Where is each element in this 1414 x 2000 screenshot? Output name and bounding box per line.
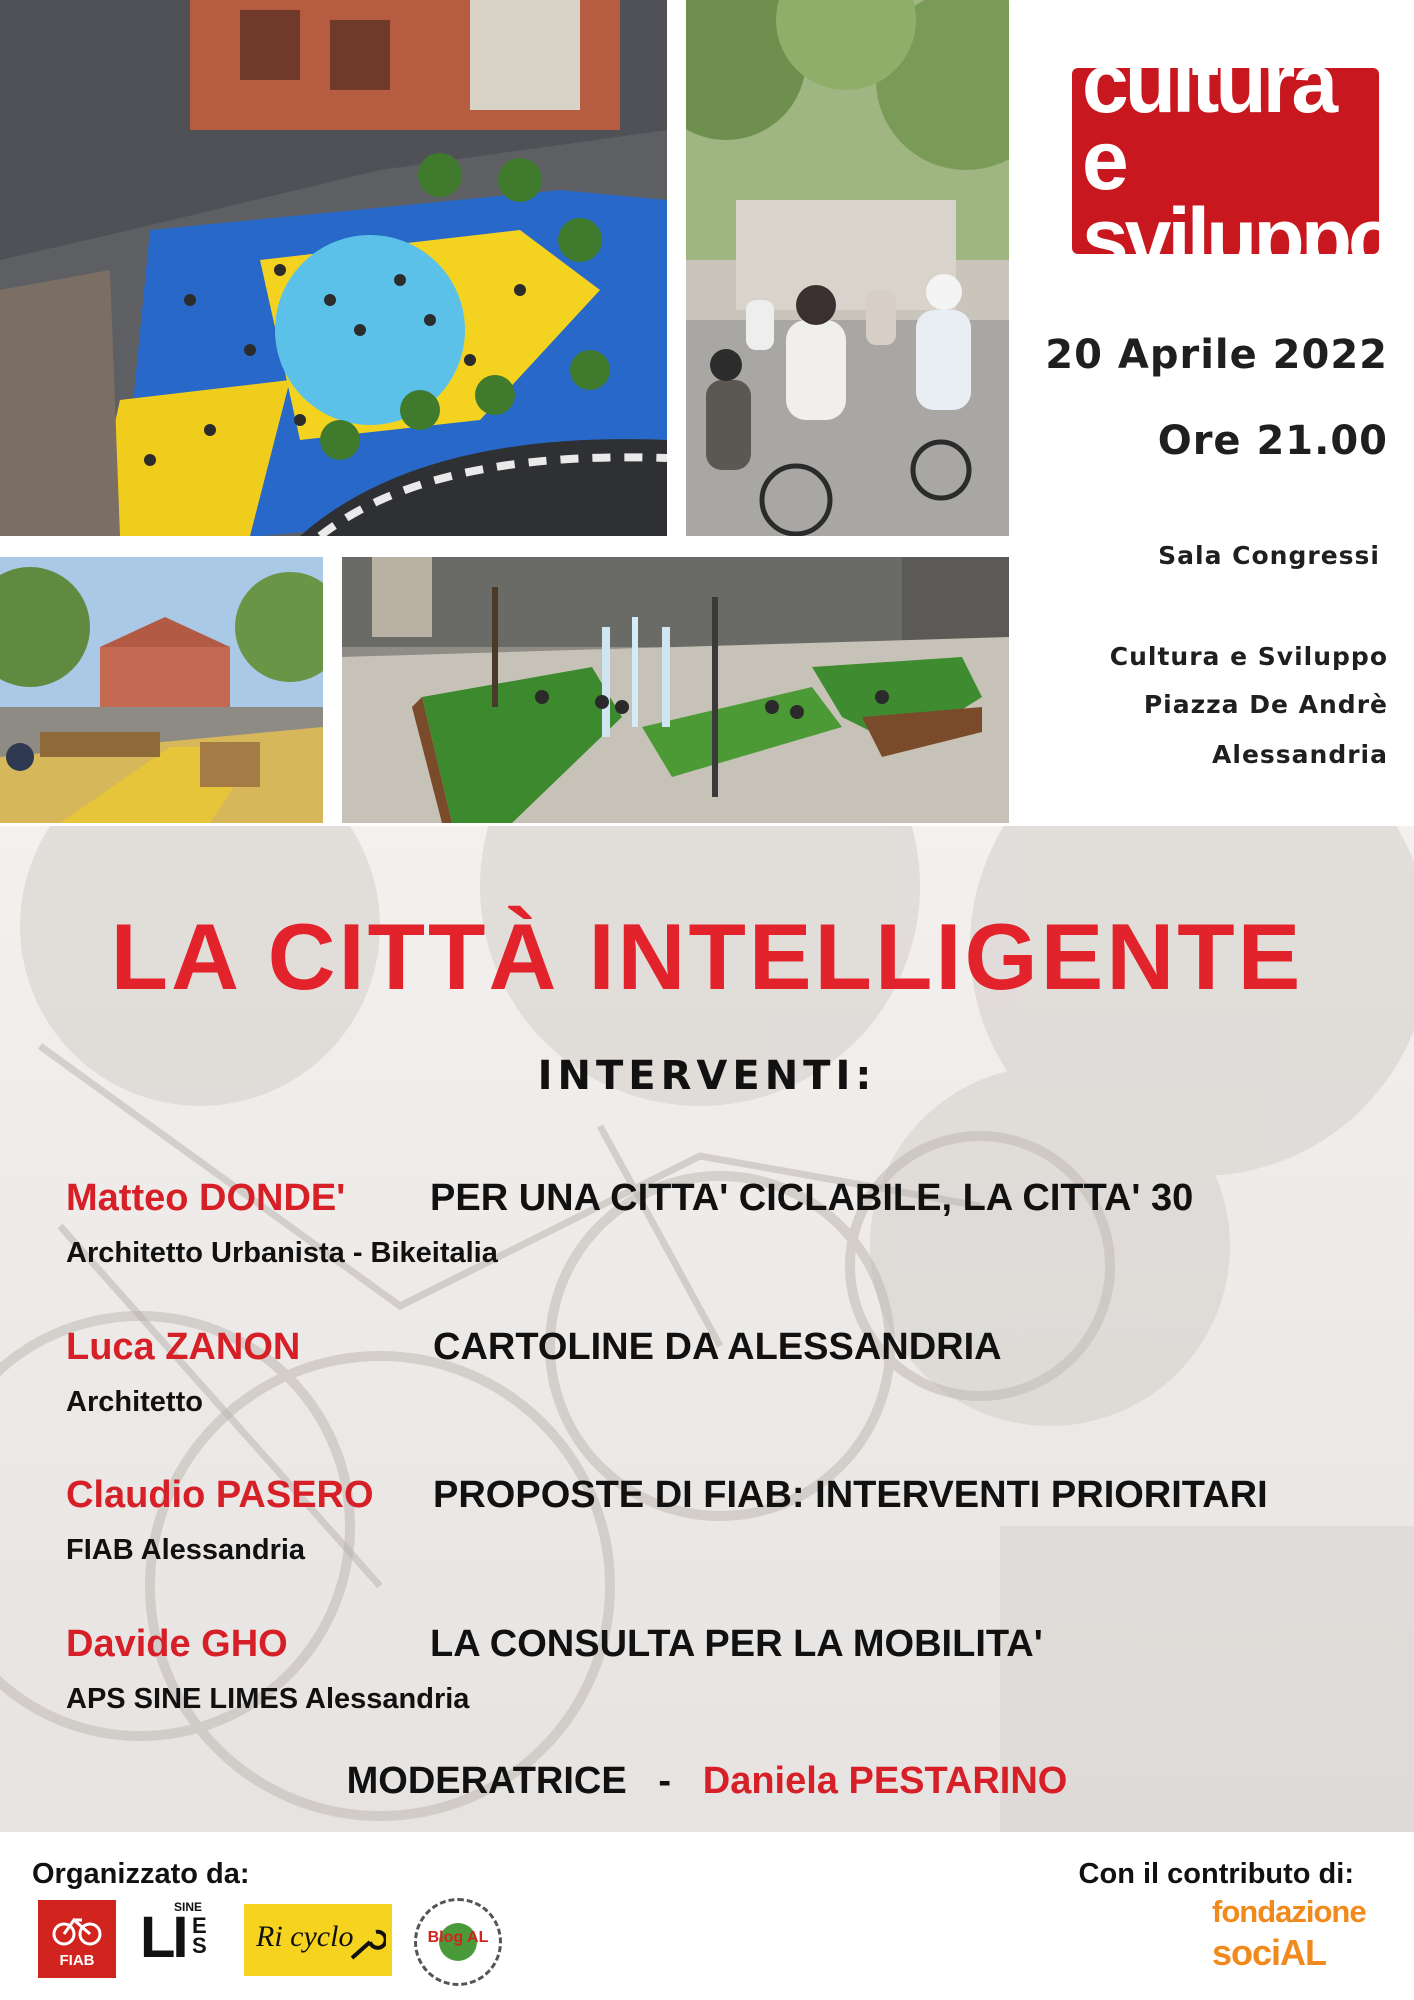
event-address: Piazza De Andrè	[1143, 690, 1388, 719]
speaker-name: Luca ZANON	[66, 1326, 301, 1368]
event-time: Ore 21.00	[1157, 418, 1388, 464]
moderator-separator: -	[658, 1760, 672, 1802]
speaker-name: Davide GHO	[66, 1623, 288, 1665]
interventi-heading: INTERVENTI:	[537, 1053, 877, 1099]
blog-al-logo	[414, 1898, 502, 1986]
sine-limes-top: SINE	[174, 1900, 203, 1914]
photo-market-square	[0, 557, 323, 823]
speaker-role: Architetto	[66, 1386, 203, 1418]
speaker-topic: LA CONSULTA PER LA MOBILITA'	[430, 1623, 1043, 1665]
speaker-role: FIAB Alessandria	[66, 1534, 306, 1566]
blog-al-text: Blog AL	[427, 1929, 489, 1946]
event-title: LA CITTÀ INTELLIGENTE	[110, 904, 1304, 1009]
event-venue: Cultura e Sviluppo	[1109, 642, 1388, 671]
speaker-topic: PROPOSTE DI FIAB: INTERVENTI PRIORITARI	[433, 1474, 1268, 1516]
organized-by-label: Organizzato da:	[32, 1858, 250, 1890]
speaker-topic: PER UNA CITTA' CICLABILE, LA CITTA' 30	[430, 1177, 1194, 1219]
event-city: Alessandria	[1212, 740, 1388, 769]
speaker-topic: CARTOLINE DA ALESSANDRIA	[433, 1326, 1002, 1368]
speaker-role: Architetto Urbanista - Bikeitalia	[66, 1237, 498, 1269]
fondazione-social-logo	[1212, 1894, 1366, 1976]
logo-line-1: cultura e	[1082, 36, 1335, 208]
photo-cyclists	[686, 0, 1009, 536]
photo-urban-park	[342, 557, 1009, 823]
moderator-line	[0, 1760, 1414, 1803]
fondazione-text: fondazione	[1212, 1894, 1366, 1929]
photo-painted-square	[0, 0, 667, 536]
logo-line-2: sviluppo	[1082, 190, 1396, 285]
fiab-logo	[38, 1900, 116, 1978]
wrench-icon	[346, 1928, 386, 1968]
cultura-e-sviluppo-logo	[1072, 36, 1396, 285]
moderator-label: MODERATRICE	[346, 1760, 627, 1802]
event-room: Sala Congressi	[1158, 541, 1380, 570]
event-date: 20 Aprile 2022	[1045, 332, 1388, 378]
speaker-role: APS SINE LIMES Alessandria	[66, 1683, 470, 1715]
speaker-name: Claudio PASERO	[66, 1474, 374, 1516]
social-text: sociAL	[1212, 1932, 1327, 1973]
footer	[0, 1832, 1414, 2000]
speaker-name: Matteo DONDE'	[66, 1177, 346, 1219]
moderator-name: Daniela PESTARINO	[702, 1760, 1068, 1802]
fiab-logo-text: FIAB	[59, 1952, 95, 1969]
sine-limes-logo	[140, 1900, 222, 1980]
contribution-label: Con il contributo di:	[1078, 1858, 1354, 1890]
sine-limes-main: LI	[140, 1905, 186, 1970]
ricyclo-logo-text: Ri cyclo	[256, 1920, 354, 1953]
ricyclo-logo	[244, 1904, 392, 1976]
sine-limes-end: ES	[192, 1913, 207, 1958]
